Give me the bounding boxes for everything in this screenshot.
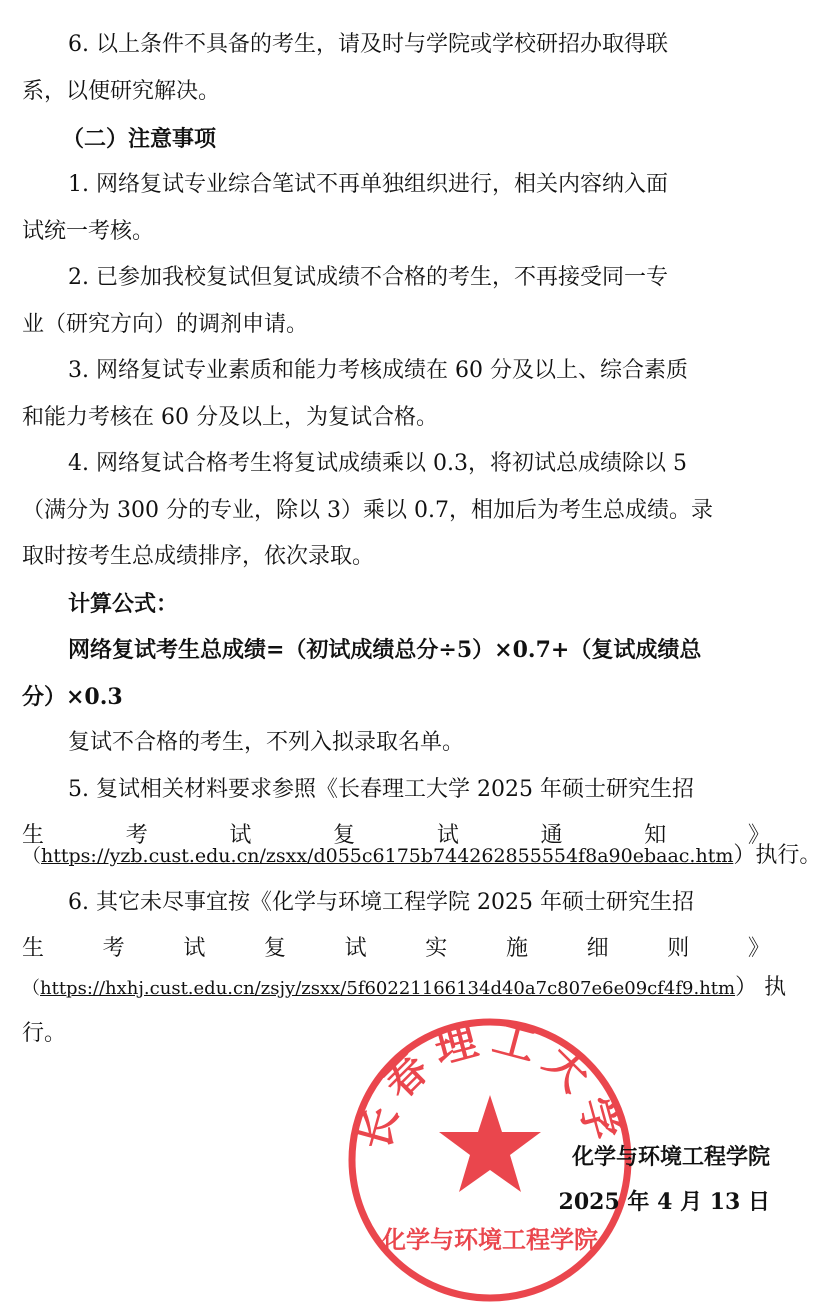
seal-outer-text: 长春理工大学: [349, 1012, 631, 1155]
seal-inner-text: 化学与环境工程学院: [382, 1226, 598, 1254]
note6-line4: 行。: [22, 1021, 67, 1046]
note6-char: 复: [263, 936, 286, 961]
note6-char: 试: [183, 936, 206, 961]
note6-char: 考: [102, 936, 125, 961]
note5-paren-close: ）执行。: [733, 843, 821, 868]
note6-paren-open: （: [22, 978, 40, 999]
signature-date: 2025 年 4 月 13 日: [558, 1189, 770, 1215]
note6-line2: [22, 934, 770, 964]
note5-url-link[interactable]: https://yzb.cust.edu.cn/zsxx/d055c6175b744262855554f8a90ebaac.htm: [41, 845, 734, 867]
note4-line2: （满分为 300 分的专业，除以 3）乘以 0.7，相加后为考生总成绩。录: [22, 498, 713, 523]
note4-line1: 4. 网络复试合格考生将复试成绩乘以 0.3，将初试总成绩除以 5: [68, 451, 687, 476]
note6-char: 生: [22, 936, 45, 961]
item6-line2: 系，以便研究解决。: [22, 79, 221, 104]
note2-line2: 业（研究方向）的调剂申请。: [22, 312, 309, 337]
note5-paren-open: （: [22, 845, 42, 867]
note6-char: 则: [667, 936, 690, 961]
item6-line1: 6. 以上条件不具备的考生，请及时与学院或学校研招办取得联: [68, 32, 668, 57]
note6-char: 施: [505, 936, 528, 961]
section-heading: （二）注意事项: [62, 126, 217, 152]
note5-char: 知: [644, 823, 667, 848]
note6-char: 实: [425, 936, 448, 961]
note2-line1: 2. 已参加我校复试但复试成绩不合格的考生，不再接受同一专: [68, 265, 668, 290]
fail-note: 复试不合格的考生，不列入拟录取名单。: [68, 730, 465, 755]
formula-line2: 分）×0.3: [22, 684, 123, 710]
seal-star-icon: [439, 1095, 541, 1192]
note6-char: 细: [586, 936, 609, 961]
note3-line1: 3. 网络复试专业素质和能力考核成绩在 60 分及以上、综合素质: [68, 358, 688, 383]
note6-url-link[interactable]: https://hxhj.cust.edu.cn/zsjy/zsxx/5f60221166134d40a7c807e6e09cf4f9.htm: [40, 978, 736, 999]
formula-label: 计算公式：: [68, 591, 179, 617]
note6-line3: [22, 973, 787, 1004]
note6-char: 试: [344, 936, 367, 961]
note5-char: 》: [747, 823, 770, 848]
note5-char: 通: [540, 823, 563, 848]
formula-line1: 网络复试考生总成绩=（初试成绩总分÷5）×0.7+（复试成绩总: [68, 637, 702, 663]
note3-line2: 和能力考核在 60 分及以上，为复试合格。: [22, 405, 438, 430]
note5-line1: 5. 复试相关材料要求参照《长春理工大学 2025 年硕士研究生招: [68, 777, 694, 802]
note6-line1: 6. 其它未尽事宜按《化学与环境工程学院 2025 年硕士研究生招: [68, 890, 694, 915]
note6-char: 》: [747, 936, 770, 961]
note5-char: 复: [333, 823, 356, 848]
note1-line2: 试统一考核。: [22, 219, 155, 244]
note1-line1: 1. 网络复试专业综合笔试不再单独组织进行，相关内容纳入面: [68, 172, 668, 197]
signature-org: 化学与环境工程学院: [571, 1144, 770, 1170]
note5-char: 试: [436, 823, 459, 848]
note4-line3: 取时按考生总成绩排序，依次录取。: [22, 544, 375, 569]
note5-char: 考: [125, 823, 148, 848]
note5-char: 生: [22, 823, 45, 848]
note6-paren-close: ） 执: [735, 975, 787, 1000]
note5-char: 试: [229, 823, 252, 848]
note5-line3: [22, 841, 821, 871]
